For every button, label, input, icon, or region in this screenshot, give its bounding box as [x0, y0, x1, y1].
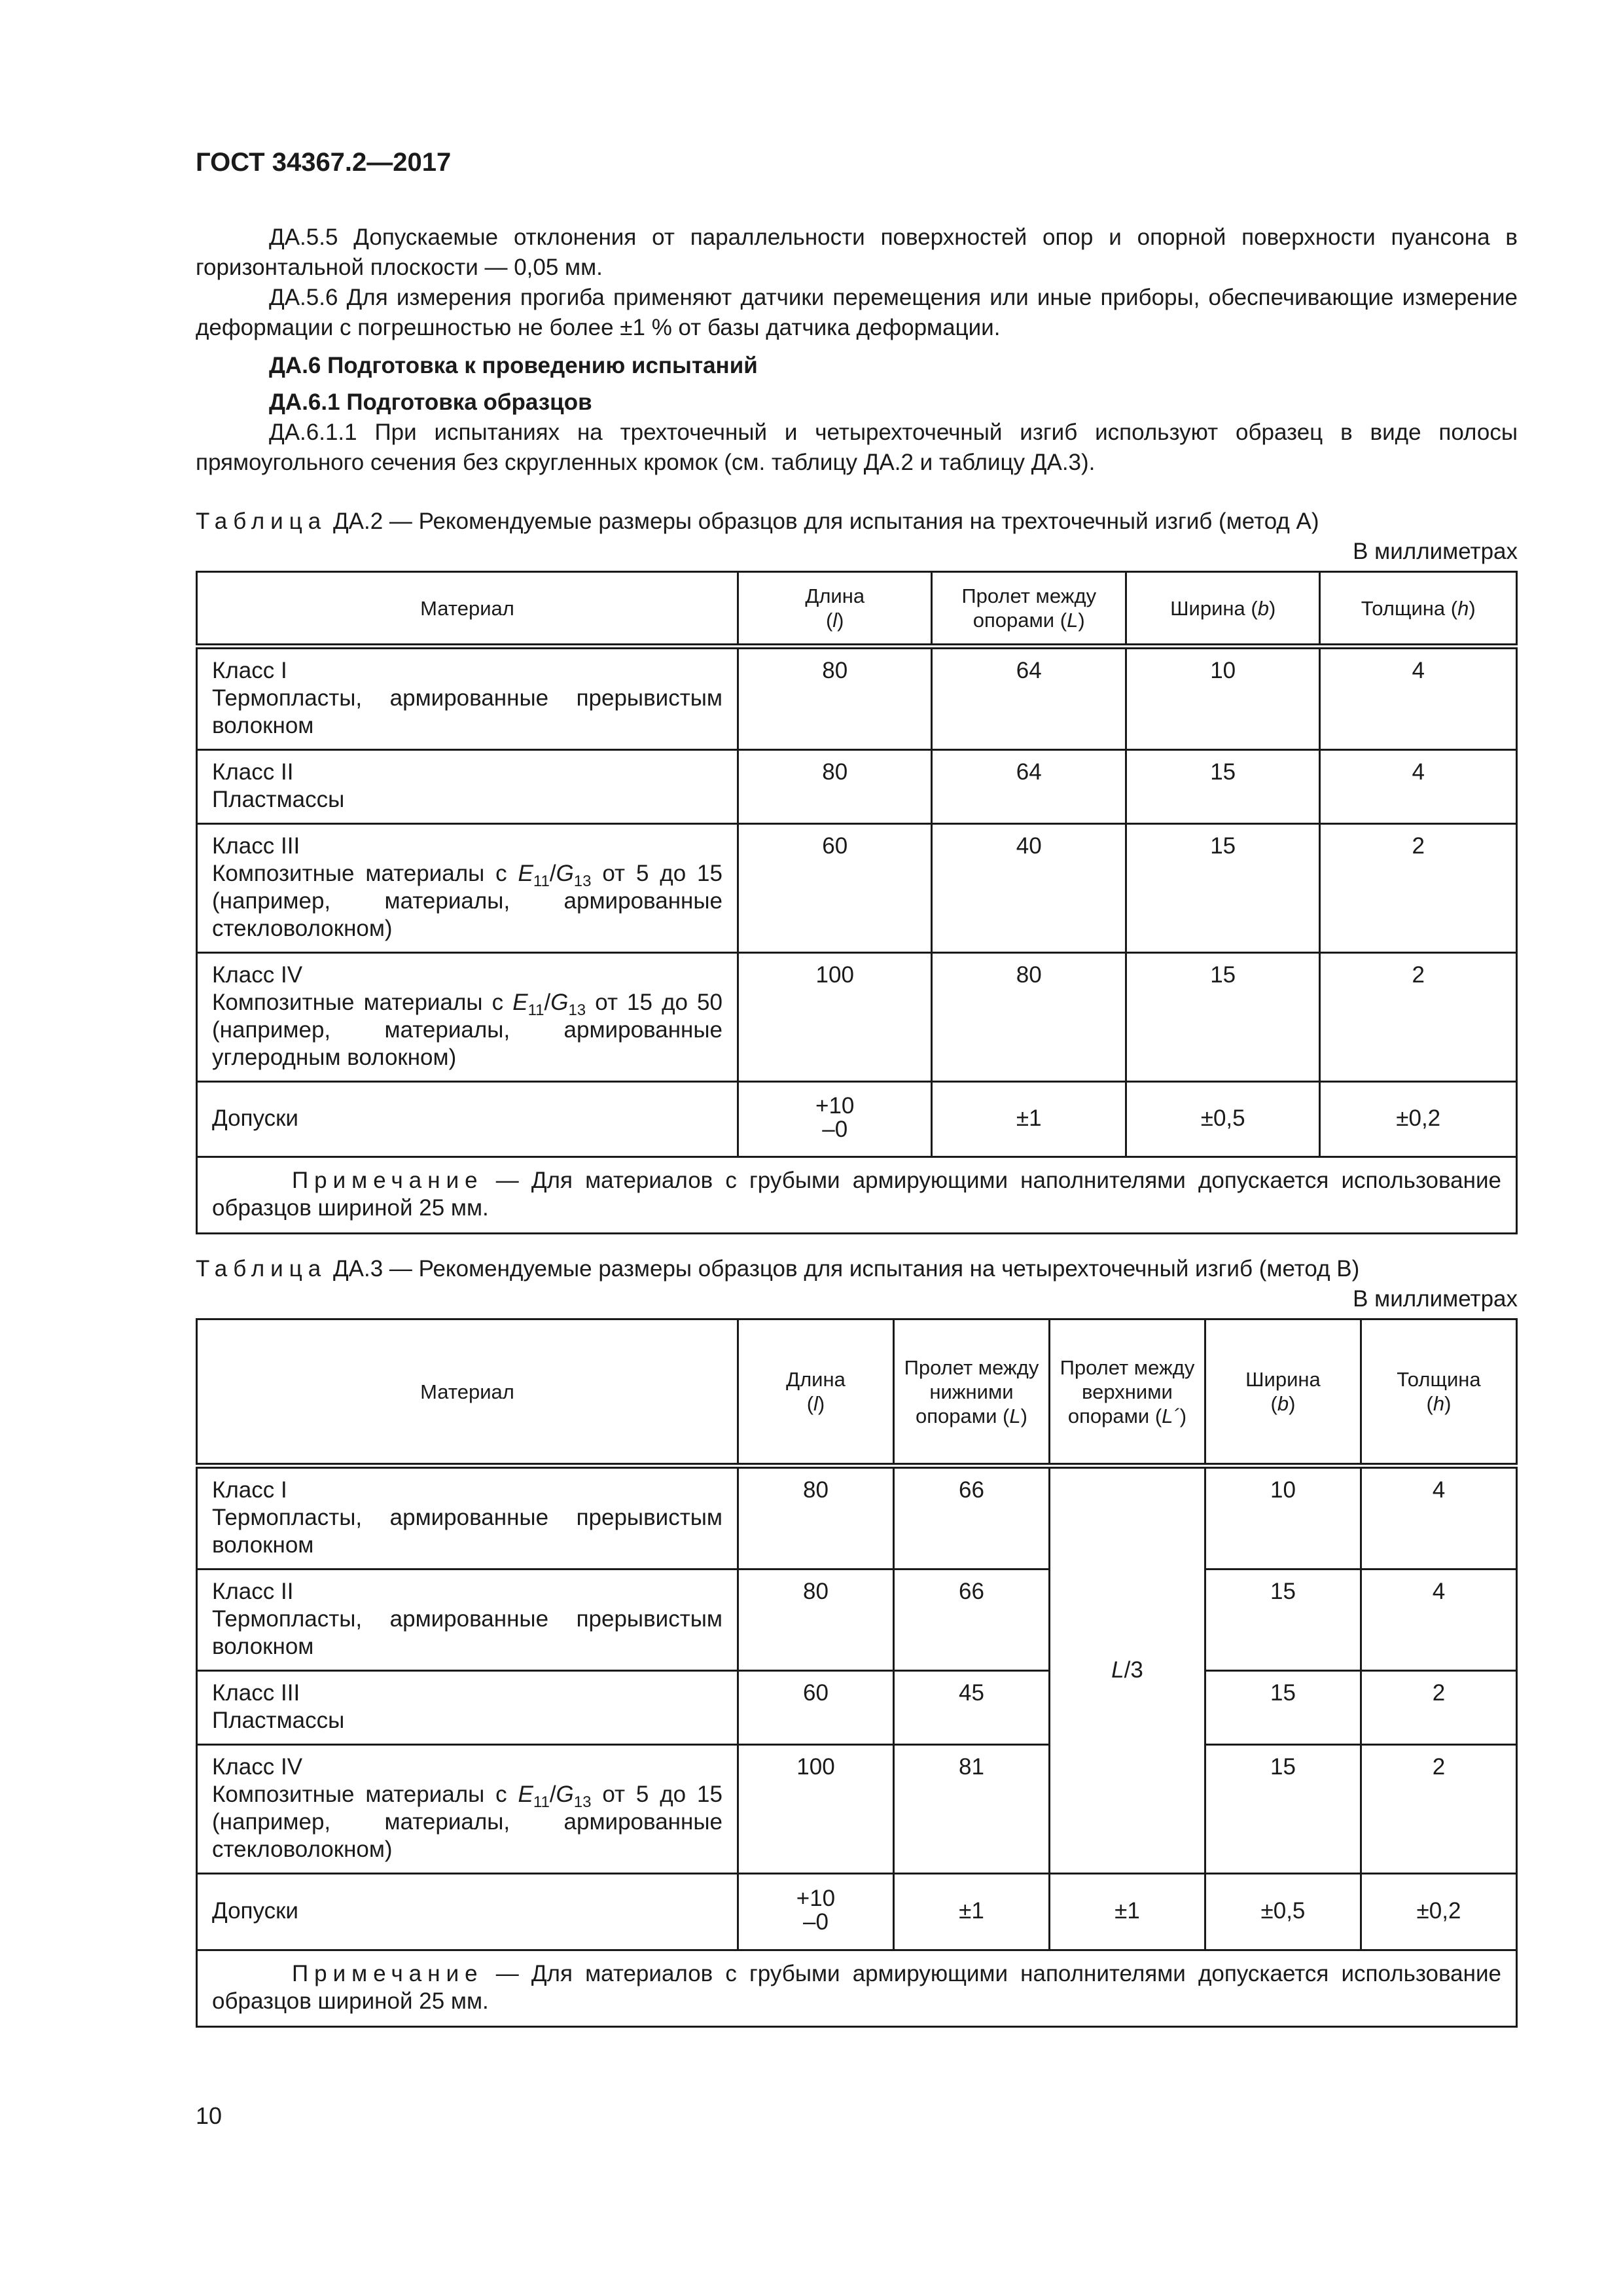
table-caption-da-3: Таблица ДА.3 — Рекомендуемые размеры образцов для испытания на четырехточечный изгиб (метод В): [196, 1256, 1360, 1282]
width-cell: 15: [1205, 1671, 1361, 1745]
thickness-tolerance-cell: ±0,2: [1320, 1082, 1517, 1157]
width-cell: 15: [1126, 750, 1319, 824]
table-row: [197, 953, 1517, 1082]
width-cell: 15: [1205, 1570, 1361, 1671]
span-cell: 40: [932, 824, 1126, 953]
document-header: ГОСТ 34367.2—2017: [196, 148, 452, 177]
header-thickness: Толщина (h): [1361, 1319, 1516, 1466]
length-cell: 100: [738, 953, 931, 1082]
table-note: Примечание — Для материалов с грубыми армирующими наполнителями допускается использование образцов шириной 25 мм.: [197, 1157, 1517, 1234]
header-material: Материал: [197, 572, 738, 647]
header-width: Ширина (b): [1205, 1319, 1361, 1466]
thickness-cell: 4: [1320, 750, 1517, 824]
table-da-2: [196, 571, 1518, 1234]
table-row: [197, 1671, 1517, 1745]
material-cell: Класс I Термопласты, армированные прерывистым волокном: [197, 1466, 738, 1570]
header-span: Пролет между опорами (L): [932, 572, 1126, 647]
paragraph-da-5-5: ДА.5.5 Допускаемые отклонения от параллельности поверхностей опор и опорной поверхности пуансона в горизонтальной плоскости — 0,05 мм.: [196, 224, 1518, 280]
thickness-cell: 4: [1361, 1466, 1516, 1570]
tolerance-label: Допуски: [197, 1874, 738, 1950]
paragraph-da-5-6: ДА.5.6 Для измерения прогиба применяют датчики перемещения или иные приборы, обеспечивающие измерение деформации с погрешностью не более ±1 % от базы датчика деформации.: [196, 285, 1518, 340]
span-cell: 64: [932, 750, 1126, 824]
header-upper-span: Пролет между верхними опорами (L´): [1049, 1319, 1205, 1466]
length-cell: 80: [738, 647, 931, 750]
width-cell: 10: [1126, 647, 1319, 750]
tolerance-row: [197, 1082, 1517, 1157]
header-material: Материал: [197, 1319, 738, 1466]
table-header-row: [197, 572, 1517, 647]
table-row: [197, 1745, 1517, 1874]
upper-span-tolerance-cell: ±1: [1049, 1874, 1205, 1950]
lower-span-cell: 45: [893, 1671, 1049, 1745]
span-cell: 80: [932, 953, 1126, 1082]
header-lower-span: Пролет между нижними опорами (L): [893, 1319, 1049, 1466]
span-tolerance-cell: ±1: [932, 1082, 1126, 1157]
length-cell: 60: [738, 1671, 893, 1745]
thickness-cell: 2: [1361, 1671, 1516, 1745]
lower-span-tolerance-cell: ±1: [893, 1874, 1049, 1950]
section-heading-da-6: ДА.6 Подготовка к проведению испытаний: [269, 353, 758, 378]
page-number: 10: [196, 2102, 223, 2129]
table-note: Примечание — Для материалов с грубыми армирующими наполнителями допускается использование образцов шириной 25 мм.: [197, 1950, 1517, 2027]
thickness-cell: 2: [1361, 1745, 1516, 1874]
lower-span-cell: 66: [893, 1466, 1049, 1570]
length-tolerance-cell: +10 –0: [738, 1874, 893, 1950]
material-cell: Класс II Термопласты, армированные прерывистым волокном: [197, 1570, 738, 1671]
thickness-cell: 4: [1320, 647, 1517, 750]
header-width: Ширина (b): [1126, 572, 1319, 647]
length-cell: 80: [738, 750, 931, 824]
table-row: [197, 1466, 1517, 1570]
note-row: [197, 1950, 1517, 2027]
table-row: [197, 647, 1517, 750]
subsection-heading-da-6-1: ДА.6.1 Подготовка образцов: [269, 389, 592, 415]
note-row: [197, 1157, 1517, 1234]
length-cell: 100: [738, 1745, 893, 1874]
table-da-3: [196, 1318, 1518, 2028]
page-body: [196, 223, 1518, 2028]
table-row: [197, 824, 1517, 953]
length-cell: 60: [738, 824, 931, 953]
header-length: Длина (l): [738, 1319, 893, 1466]
lower-span-cell: 66: [893, 1570, 1049, 1671]
paragraph-da-6-1-1: ДА.6.1.1 При испытаниях на трехточечный и четырехточечный изгиб используют образец в виде полосы прямоугольного сечения без скругленных кромок (см. таблицу ДА.2 и таблицу ДА.3).: [196, 420, 1518, 475]
table-row: [197, 750, 1517, 824]
span-cell: 64: [932, 647, 1126, 750]
thickness-cell: 4: [1361, 1570, 1516, 1671]
width-cell: 15: [1205, 1745, 1361, 1874]
thickness-cell: 2: [1320, 824, 1517, 953]
material-cell: Класс I Термопласты, армированные прерывистым волокном: [197, 647, 738, 750]
material-cell: Класс III Композитные материалы с $E_{11}/G_{13}$ от 5 до 15 (например, материалы, армированные стекловолокном): [197, 824, 738, 953]
material-cell: Класс IV Композитные материалы с $E_{11}/G_{13}$ от 5 до 15 (например, материалы, армированные стекловолокном): [197, 1745, 738, 1874]
table-header-row: [197, 1319, 1517, 1466]
table-caption-da-2: Таблица ДА.2 — Рекомендуемые размеры образцов для испытания на трехточечный изгиб (метод А): [196, 509, 1319, 534]
width-cell: 15: [1126, 824, 1319, 953]
table-units-da-2: В миллиметрах: [1353, 539, 1518, 564]
length-cell: 80: [738, 1466, 893, 1570]
width-cell: 10: [1205, 1466, 1361, 1570]
thickness-tolerance-cell: ±0,2: [1361, 1874, 1516, 1950]
header-length: Длина (l): [738, 572, 931, 647]
header-thickness: Толщина (h): [1320, 572, 1517, 647]
thickness-cell: 2: [1320, 953, 1517, 1082]
lower-span-cell: 81: [893, 1745, 1049, 1874]
table-units-da-3: В миллиметрах: [1353, 1286, 1518, 1312]
width-tolerance-cell: ±0,5: [1205, 1874, 1361, 1950]
upper-span-merged-cell: L/3: [1049, 1466, 1205, 1874]
width-cell: 15: [1126, 953, 1319, 1082]
material-cell: Класс III Пластмассы: [197, 1671, 738, 1745]
tolerance-label: Допуски: [197, 1082, 738, 1157]
length-tolerance-cell: +10 –0: [738, 1082, 931, 1157]
table-row: [197, 1570, 1517, 1671]
length-cell: 80: [738, 1570, 893, 1671]
material-cell: Класс II Пластмассы: [197, 750, 738, 824]
tolerance-row: [197, 1874, 1517, 1950]
material-cell: Класс IV Композитные материалы с $E_{11}/G_{13}$ от 15 до 50 (например, материалы, армированные углеродным волокном): [197, 953, 738, 1082]
width-tolerance-cell: ±0,5: [1126, 1082, 1319, 1157]
